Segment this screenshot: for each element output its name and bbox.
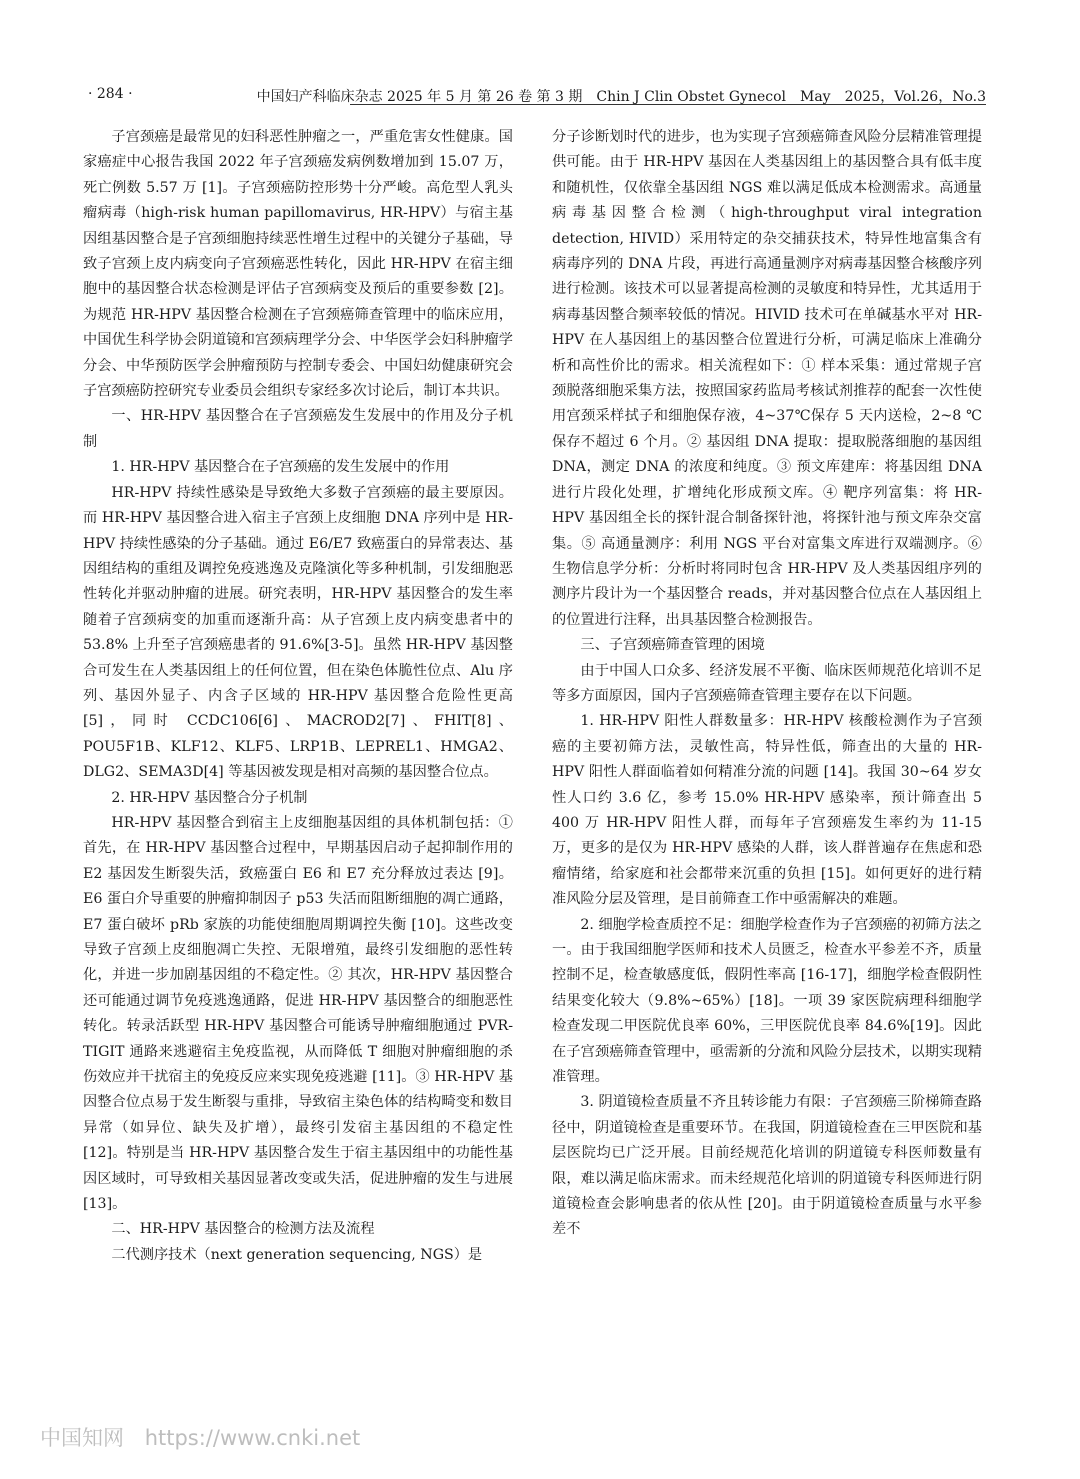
section-heading: 二、HR-HPV 基因整合的检测方法及流程 (111, 1221, 375, 1238)
header-rule (350, 104, 986, 105)
page-number: · 284 · (88, 86, 133, 102)
body-paragraph: 1. HR-HPV 阳性人群数量多：HR-HPV 核酸检测作为子宫颈癌的主要初筛方法，灵敏性高，特异性低，筛查出的大量的 HR-HPV 阳性人群面临着如何精准分流的问题 [14]。我国 30~64 岁女性人口约 3.6 亿，参考 15.0% HR-HPV 感染率，预计筛查出 5 400 万 HR-HPV 阳性人群，而每年子宫颈癌发生率约为 11-15 万，更多的是仅为 HR-HPV 感染的人群，该人群普遍存在焦虑和恐瘤情绪，给家庭和社会都带来沉重的负担 [15]。如何更好的进行精准风险分层及管理，是目前筛查工作中亟需解决的难题。 (552, 713, 982, 908)
body-paragraph: 2. 细胞学检查质控不足：细胞学检查作为子宫颈癌的初筛方法之一。由于我国细胞学医师和技术人员匮乏，检查水平参差不齐，质量控制不足，检查敏感度低，假阴性率高 [16-17]，细胞学检查假阴性结果变化较大（9.8%~65%）[18]。一项 39 家医院病理科细胞学检查发现二甲医院优良率 60%，三甲医院优良率 84.6%[19]。因此在子宫颈癌筛查管理中，亟需新的分流和风险分层技术，以期实现精准管理。 (552, 916, 982, 1086)
section-heading: 三、子宫颈癌筛查管理的困境 (580, 637, 765, 654)
section-heading: 一、HR-HPV 基因整合在子宫颈癌发生发展中的作用及分子机制 (83, 408, 513, 450)
body-paragraph: 3. 阴道镜检查质量不齐且转诊能力有限：子宫颈癌三阶梯筛查路径中，阴道镜检查是重要环节。在我国，阴道镜检查在三甲医院和基层医院均已广泛开展。目前经规范化培训的阴道镜专科医师数量有限，难以满足临床需求。而未经规范化培训的阴道镜专科医师进行阴道镜检查会影响患者的依从性 [20]。由于阴道镜检查质量与水平参差不 (552, 1094, 982, 1238)
cnki-url: https://www.cnki.net (144, 1426, 361, 1450)
body-paragraph: 二代测序技术（next generation sequencing, NGS）是 (111, 1246, 483, 1263)
cnki-logo: 中国知网 (40, 1426, 124, 1450)
running-header (88, 84, 986, 106)
journal-citation: 中国妇产科临床杂志 2025 年 5 月 第 26 卷 第 3 期 Chin J Clin Obstet Gynecol May 2025，Vol.26，No.3 (256, 89, 986, 105)
body-paragraph: HR-HPV 持续性感染是导致绝大多数子宫颈癌的最主要原因。而 HR-HPV 基因整合进入宿主子宫颈上皮细胞 DNA 序列中是 HR-HPV 持续性感染的分子基础。通过 E6/E7 致癌蛋白的异常表达、基因组结构的重组及调控免疫逃逸及克隆演化等多种机制，引发细胞恶性转化并驱动肿瘤的进展。研究表明，HR-HPV 基因整合的发生率随着子宫颈病变的加重而逐渐升高：从子宫颈上皮内病变患者中的 53.8% 上升至子宫颈癌患者的 91.6%[3-5]。虽然 HR-HPV 基因整合可发生在人类基因组上的任何位置，但在染色体脆性位点、Alu 序列、基因外显子、内含子区域的 HR-HPV 基因整合危险性更高 [5]，同时 CCDC106[6]、MACROD2[7]、FHIT[8]、POU5F1B、KLF12、KLF5、LRP1B、LEPREL1、HMGA2、DLG2、SEMA3D[4] 等基因被发现是相对高频的基因整合位点。 (83, 484, 513, 781)
right-column (552, 125, 982, 1243)
section-heading: 2. HR-HPV 基因整合分子机制 (111, 789, 308, 806)
body-paragraph: 分子诊断划时代的进步，也为实现子宫颈癌筛查风险分层精准管理提供可能。由于 HR-HPV 基因在人类基因组上的基因整合具有低丰度和随机性，仅依靠全基因组 NGS 难以满足低成本检测需求。高通量病毒基因整合检测（high-throughput viral integration detection, HIVID）采用特定的杂交捕获技术，特异性地富集含有病毒序列的 DNA 片段，再进行高通量测序对病毒基因整合核酸序列进行检测。该技术可以显著提高检测的灵敏度和特异性，尤其适用于病毒基因整合频率较低的情况。HIVID 技术可在单碱基水平对 HR-HPV 在人基因组上的基因整合位置进行分析，可满足临床上准确分析和高性价比的需求。相关流程如下：① 样本采集：通过常规子宫颈脱落细胞采集方法，按照国家药监局考核试剂推荐的配套一次性使用宫颈采样拭子和细胞保存液，4~37℃保存 5 天内送检，2~8 ℃保存不超过 6 个月。② 基因组 DNA 提取：提取脱落细胞的基因组 DNA，测定 DNA 的浓度和纯度。③ 预文库建库：将基因组 DNA 进行片段化处理，扩增纯化形成预文库。④ 靶序列富集：将 HR-HPV 基因组全长的探针混合制备探针池，将探针池与预文库杂交富集。⑤ 高通量测序：利用 NGS 平台对富集文库进行双端测序。⑥ 生物信息学分析：分析时将同时包含 HR-HPV 及人类基因组序列的测序片段计为一个基因整合 reads，并对基因整合位点在人基因组上的位置进行注释，出具基因整合检测报告。 (552, 129, 982, 628)
body-paragraph: 子宫颈癌是最常见的妇科恶性肿瘤之一，严重危害女性健康。国家癌症中心报告我国 2022 年子宫颈癌发病例数增加到 15.07 万，死亡例数 5.57 万 [1]。子宫颈癌防控形势十分严峻。高危型人乳头瘤病毒（high-risk human papillomavirus, HR-HPV）与宿主基因组基因整合是子宫颈细胞持续恶性增生过程中的关键分子基础，导致子宫颈上皮内病变向子宫颈癌恶性转化，因此 HR-HPV 在宿主细胞中的基因整合状态检测是评估子宫颈病变及预后的重要参数 [2]。为规范 HR-HPV 基因整合检测在子宫颈癌筛查管理中的临床应用，中国优生科学协会阴道镜和宫颈病理学分会、中华医学会妇科肿瘤学分会、中华预防医学会肿瘤预防与控制专委会、中国妇幼健康研究会子宫颈癌防控研究专业委员会组织专家经多次讨论后，制订本共识。 (83, 129, 513, 400)
body-paragraph: HR-HPV 基因整合到宿主上皮细胞基因组的具体机制包括：① 首先，在 HR-HPV 基因整合过程中，早期基因启动子起抑制作用的 E2 基因发生断裂失活，致癌蛋白 E6 和 E7 充分释放过表达 [9]。E6 蛋白介导重要的肿瘤抑制因子 p53 失活而阻断细胞的凋亡通路，E7 蛋白破坏 pRb 家族的功能使细胞周期调控失衡 [10]。这些改变导致子宫颈上皮细胞凋亡失控、无限增殖，最终引发细胞的恶性转化，并进一步加剧基因组的不稳定性。② 其次，HR-HPV 基因整合还可能通过调节免疫逃逸通路，促进 HR-HPV 基因整合的细胞恶性转化。转录活跃型 HR-HPV 基因整合可能诱导肿瘤细胞通过 PVR-TIGIT 通路来逃避宿主免疫监视，从而降低 T 细胞对肿瘤细胞的杀伤效应并干扰宿主的免疫反应来实现免疫逃避 [11]。③ HR-HPV 基因整合位点易于发生断裂与重排，导致宿主染色体的结构畸变和数目异常（如异位、缺失及扩增），最终引发宿主基因组的不稳定性 [12]。特别是当 HR-HPV 基因整合发生于宿主基因组中的功能性基因区域时，可导致相关基因显著改变或失活，促进肿瘤的发生与进展 [13]。 (83, 814, 513, 1213)
section-heading: 1. HR-HPV 基因整合在子宫颈癌的发生发展中的作用 (111, 459, 450, 476)
left-column (83, 125, 513, 1268)
body-paragraph: 由于中国人口众多、经济发展不平衡、临床医师规范化培训不足等多方面原因，国内子宫颈癌筛查管理主要存在以下问题。 (552, 662, 982, 704)
watermark-footer (40, 1422, 374, 1452)
